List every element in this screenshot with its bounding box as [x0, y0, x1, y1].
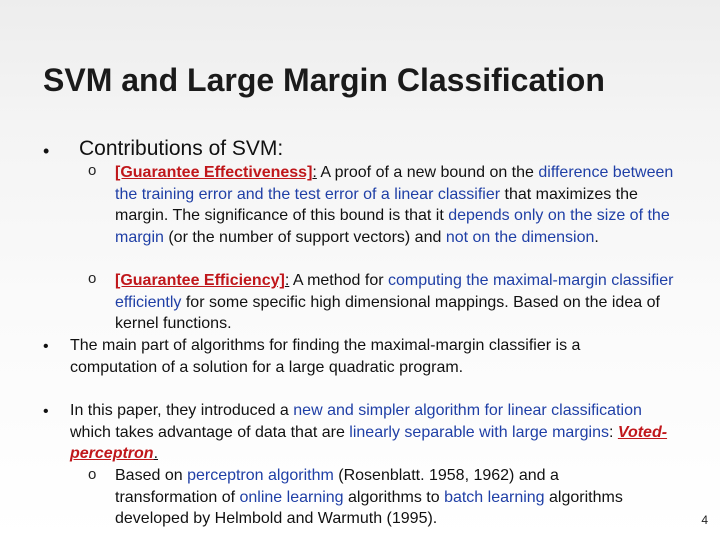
sub-bullet-marker: o [88, 162, 97, 179]
bullet-marker: • [43, 141, 50, 161]
effectiveness-paragraph [115, 162, 680, 249]
bullet-marker: • [43, 338, 49, 355]
bullet-quadratic-program: The main part of algorithms for finding the maximal-margin classifier is a computation of a solution for a large quadratic program. [70, 337, 581, 376]
efficiency-text-1: A method for [289, 272, 389, 289]
sub3-highlight-3: batch learning [444, 488, 545, 506]
bullet3-text-2: which takes advantage of data that are [70, 423, 350, 441]
voted-perceptron-term: Voted-perceptron [70, 423, 668, 463]
effectiveness-text-1: A proof of a new bound on the [316, 164, 539, 181]
effectiveness-highlight-2: depends only on the size of the margin [115, 207, 670, 247]
effectiveness-highlight-1: difference between the training error and the test error of a linear classifier [115, 164, 674, 203]
bullet3-highlight-1: new and simpler algorithm for linear classification [293, 402, 642, 419]
slide-title: SVM and Large Margin Classification [43, 62, 605, 98]
bullet3-highlight-2: linearly separable with large margins [349, 423, 609, 441]
contributions-heading: Contributions of SVM: [79, 137, 284, 160]
efficiency-paragraph [115, 270, 680, 335]
bullet3-text-4: . [153, 445, 159, 463]
page-number: 4 [701, 513, 708, 527]
efficiency-tag: [Guarantee Efficiency] [115, 272, 285, 289]
bullet3-text-1: In this paper, they introduced a [70, 402, 294, 419]
effectiveness-tag: [Guarantee Effectiveness] [115, 164, 313, 181]
sub3-text-2: (Rosenblatt. 1958, 1962) and a transformation of [115, 467, 559, 506]
bullet3-text-3: : [608, 423, 618, 441]
efficiency-highlight-1: computing the maximal-margin classifier efficiently [115, 272, 674, 311]
voted-perceptron-paragraph [70, 400, 680, 465]
sub-bullet-marker: o [88, 270, 97, 287]
effectiveness-text-2: that maximizes the margin. The significance of this bound is that it [115, 185, 638, 225]
sub3-highlight-1: perceptron algorithm [187, 467, 334, 484]
effectiveness-text-3: (or the number of support vectors) and [163, 229, 446, 247]
perceptron-basis-paragraph [115, 465, 655, 530]
efficiency-text-2: for some specific high dimensional mappings. Based on the idea of kernel functions. [115, 293, 660, 333]
effectiveness-text-4: . [594, 229, 599, 247]
effectiveness-highlight-3: not on the dimension [445, 229, 595, 247]
sub-bullet-marker: o [88, 466, 97, 483]
sub3-text-3: algorithms to [343, 488, 445, 506]
efficiency-tag-colon: : [284, 272, 290, 289]
sub3-text-4: algorithms developed by Helmbold and Warmuth (1995). [115, 488, 623, 528]
sub3-highlight-2: online learning [239, 488, 344, 506]
effectiveness-tag-colon: : [312, 164, 317, 181]
bullet-marker: • [43, 403, 49, 420]
sub3-text-1: Based on [115, 467, 188, 484]
